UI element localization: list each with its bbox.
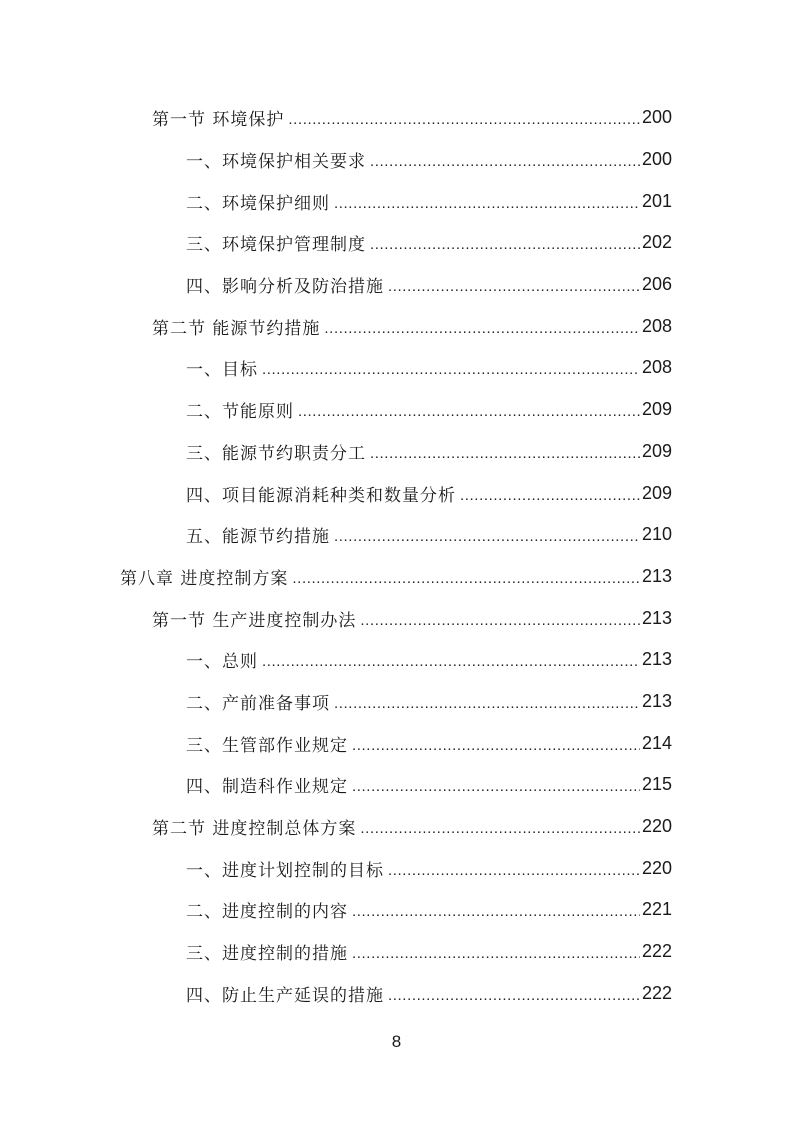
table-of-contents <box>0 97 793 1014</box>
toc-entry-page: 213 <box>641 607 672 628</box>
toc-entry-title: 四、影响分析及防治措施 <box>186 277 384 298</box>
toc-entry-title: 三、能源节约职责分工 <box>186 443 366 464</box>
dot-leader <box>292 570 640 587</box>
dot-leader <box>360 820 640 837</box>
dot-leader <box>298 403 640 420</box>
toc-entry[interactable] <box>0 97 672 139</box>
page-number: 8 <box>391 1032 402 1051</box>
toc-entry[interactable] <box>0 931 672 973</box>
toc-entry[interactable] <box>0 472 672 514</box>
dot-leader <box>388 862 640 879</box>
toc-entry-page: 209 <box>641 482 672 503</box>
toc-entry[interactable] <box>0 889 672 931</box>
toc-entry-page: 213 <box>641 690 672 711</box>
dot-leader <box>460 487 640 504</box>
toc-entry-page: 222 <box>641 982 672 1003</box>
dot-leader <box>352 903 640 920</box>
toc-entry-page: 221 <box>641 899 672 920</box>
toc-entry[interactable] <box>0 556 672 598</box>
toc-entry-title: 第二节 能源节约措施 <box>152 318 321 339</box>
toc-entry[interactable] <box>0 347 672 389</box>
toc-entry-title: 一、目标 <box>186 360 258 381</box>
toc-entry-title: 二、节能原则 <box>186 402 294 423</box>
toc-entry[interactable] <box>0 514 672 556</box>
toc-entry-page: 213 <box>641 565 672 586</box>
dot-leader <box>388 987 640 1004</box>
toc-entry[interactable] <box>0 639 672 681</box>
toc-entry-page: 215 <box>641 774 672 795</box>
toc-entry[interactable] <box>0 180 672 222</box>
dot-leader <box>334 695 640 712</box>
toc-entry-title: 第八章 进度控制方案 <box>120 568 289 589</box>
toc-entry[interactable] <box>0 139 672 181</box>
toc-entry-title: 一、进度计划控制的目标 <box>186 860 384 881</box>
toc-entry-title: 四、防止生产延误的措施 <box>186 985 384 1006</box>
toc-entry-page: 209 <box>641 440 672 461</box>
toc-entry[interactable] <box>0 431 672 473</box>
toc-entry[interactable] <box>0 681 672 723</box>
toc-entry-title: 第一节 环境保护 <box>152 110 285 131</box>
toc-entry[interactable] <box>0 389 672 431</box>
toc-entry-page: 208 <box>641 315 672 336</box>
toc-entry[interactable] <box>0 222 672 264</box>
toc-entry-page: 200 <box>641 107 672 128</box>
toc-entry-title: 一、总则 <box>186 652 258 673</box>
dot-leader <box>352 778 640 795</box>
toc-entry-title: 五、能源节约措施 <box>186 527 330 548</box>
toc-entry[interactable] <box>0 264 672 306</box>
toc-entry[interactable] <box>0 764 672 806</box>
dot-leader <box>334 528 640 545</box>
toc-entry-title: 四、项目能源消耗种类和数量分析 <box>186 485 456 506</box>
toc-entry-page: 208 <box>641 357 672 378</box>
toc-entry-page: 206 <box>641 274 672 295</box>
toc-entry[interactable] <box>0 806 672 848</box>
toc-entry-title: 二、产前准备事项 <box>186 693 330 714</box>
toc-entry[interactable] <box>0 722 672 764</box>
toc-entry-page: 201 <box>641 190 672 211</box>
toc-entry-title: 二、进度控制的内容 <box>186 902 348 923</box>
toc-entry-page: 222 <box>641 941 672 962</box>
dot-leader <box>334 195 640 212</box>
toc-entry-page: 202 <box>641 232 672 253</box>
dot-leader <box>352 737 640 754</box>
toc-entry-page: 210 <box>641 524 672 545</box>
toc-entry-title: 四、制造科作业规定 <box>186 777 348 798</box>
toc-entry-page: 209 <box>641 399 672 420</box>
dot-leader <box>262 361 640 378</box>
dot-leader <box>352 945 640 962</box>
toc-entry-page: 214 <box>641 732 672 753</box>
toc-entry[interactable] <box>0 972 672 1014</box>
dot-leader <box>370 236 640 253</box>
dot-leader <box>388 278 640 295</box>
dot-leader <box>370 445 640 462</box>
toc-entry-page: 200 <box>641 149 672 170</box>
toc-entry-page: 220 <box>641 816 672 837</box>
toc-entry-title: 三、进度控制的措施 <box>186 944 348 965</box>
dot-leader <box>288 111 640 128</box>
dot-leader <box>360 612 640 629</box>
toc-entry[interactable] <box>0 847 672 889</box>
dot-leader <box>324 320 640 337</box>
toc-entry-page: 220 <box>641 857 672 878</box>
dot-leader <box>262 653 640 670</box>
toc-entry[interactable] <box>0 597 672 639</box>
toc-entry[interactable] <box>0 305 672 347</box>
dot-leader <box>370 153 640 170</box>
toc-entry-page: 213 <box>641 649 672 670</box>
toc-entry-title: 三、生管部作业规定 <box>186 735 348 756</box>
toc-entry-title: 第一节 生产进度控制办法 <box>152 610 357 631</box>
toc-entry-title: 第二节 进度控制总体方案 <box>152 819 357 840</box>
toc-entry-title: 二、环境保护细则 <box>186 193 330 214</box>
toc-entry-title: 一、环境保护相关要求 <box>186 152 366 173</box>
toc-entry-title: 三、环境保护管理制度 <box>186 235 366 256</box>
